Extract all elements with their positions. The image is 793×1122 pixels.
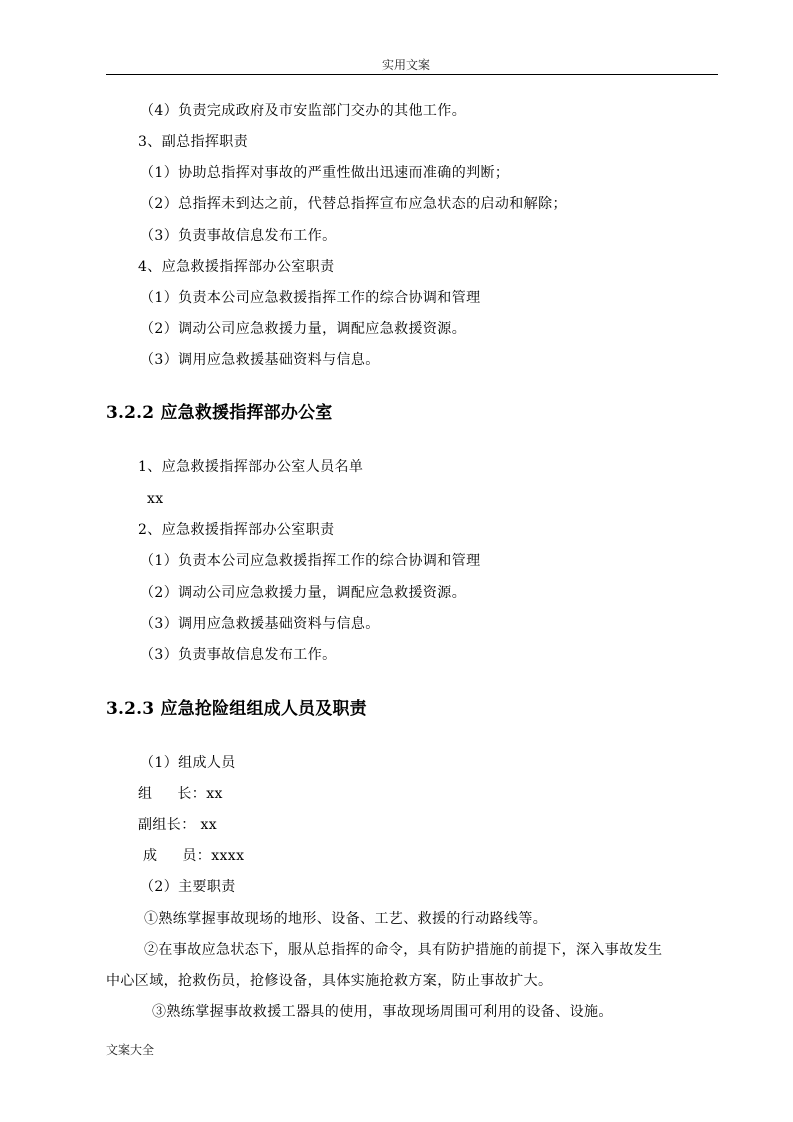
section-title: 3、副总指挥职责 [138,134,249,150]
leader-value: 长：xx [177,786,223,802]
leader-label-char: 组 [138,786,153,802]
sub-title: （1）组成人员 [140,755,236,771]
sub-title: （2）主要职责 [140,879,236,895]
deputy-leader-line: 副组长： xx [138,817,218,833]
page-footer: 文案大全 [106,1043,155,1057]
heading-3-2-3: 3.2.3 应急抢险组组成人员及职责 [106,699,367,719]
duty-line-continuation: 中心区域，抢救伤员，抢修设备，具体实施抢救方案，防止事故扩大。 [106,973,553,989]
duty-line: （1）协助总指挥对事故的严重性做出迅速而准确的判断； [140,165,510,181]
duty-line: （2）调动公司应急救援力量，调配应急救援资源。 [140,321,467,337]
duty-line: （4）负责完成政府及市安监部门交办的其他工作。 [140,103,467,119]
duty-line: （3）负责事故信息发布工作。 [140,647,337,663]
duty-line: ①熟练掌握事故现场的地形、设备、工艺、救援的行动路线等。 [144,911,548,927]
member-line [143,847,244,865]
duty-line: ③熟练掌握事故救援工器具的使用，事故现场周围可利用的设备、设施。 [152,1004,613,1020]
section-title: 2、应急救援指挥部办公室职责 [138,522,335,538]
page-header: 实用文案 [381,58,430,72]
leader-line [138,785,223,803]
header-divider [106,74,718,75]
duty-line: （2）总指挥未到达之前，代替总指挥宣布应急状态的启动和解除； [140,196,567,212]
duty-line: （3）调用应急救援基础资料与信息。 [140,616,380,632]
personnel-name: xx [147,491,164,507]
member-label-char: 成 [143,848,158,864]
section-title: 1、应急救援指挥部办公室人员名单 [138,459,364,475]
duty-line: （1）负责本公司应急救援指挥工作的综合协调和管理 [140,553,481,569]
member-value: 员：xxxx [182,848,245,864]
section-title: 4、应急救援指挥部办公室职责 [138,259,335,275]
duty-line: （1）负责本公司应急救援指挥工作的综合协调和管理 [140,290,481,306]
duty-line: （2）调动公司应急救援力量，调配应急救援资源。 [140,585,467,601]
duty-line: （3）调用应急救援基础资料与信息。 [140,352,380,368]
duty-line: （3）负责事故信息发布工作。 [140,228,337,244]
duty-line: ②在事故应急状态下，服从总指挥的命令，具有防护措施的前提下，深入事故发生 [144,942,663,958]
heading-3-2-2: 3.2.2 应急救援指挥部办公室 [106,403,333,423]
